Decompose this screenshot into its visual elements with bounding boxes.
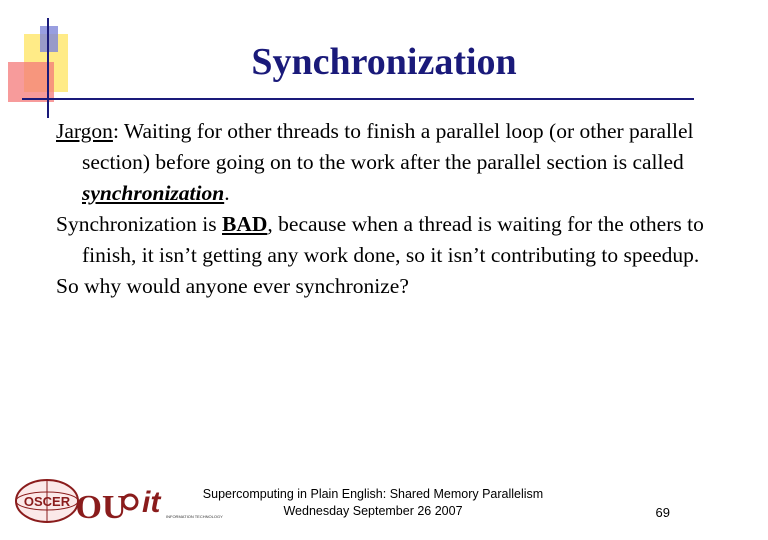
- jargon-term: Jargon: [56, 119, 113, 143]
- bad-lead: Synchronization is: [56, 212, 223, 236]
- slide-body: [56, 116, 706, 302]
- bad-text: , because when a thread is waiting for the others to finish, it isn’t getting any work done, so it isn’t contributing to speedup.: [82, 212, 704, 267]
- ou-logo-text: OU: [75, 489, 127, 526]
- page-number: 69: [655, 505, 670, 520]
- oscer-logo-text: OSCER: [23, 494, 71, 509]
- footer-course-title: Supercomputing in Plain English: Shared Memory Parallelism: [202, 487, 544, 501]
- ou-logo-icon: [75, 482, 127, 526]
- bad-keyword: BAD: [222, 212, 268, 236]
- jargon-end: .: [224, 181, 230, 205]
- footer-text: [190, 486, 556, 520]
- paragraph-jargon: [56, 116, 706, 209]
- synchronization-keyword: synchronization: [82, 181, 225, 205]
- it-logo-caption: INFORMATION TECHNOLOGY: [166, 514, 223, 519]
- footer-date: Wednesday September 26 2007: [283, 504, 463, 518]
- slide-title: Synchronization: [251, 41, 517, 83]
- oscer-logo-icon: [14, 478, 80, 524]
- paragraph-bad: [56, 209, 706, 271]
- paragraph-question: So why would anyone ever synchronize?: [56, 274, 409, 298]
- title-rule: [22, 98, 694, 100]
- it-logo-text: it: [142, 486, 161, 519]
- jargon-text: : Waiting for other threads to finish a parallel loop (or other parallel section) before going on to the work after the parallel section is called: [82, 119, 694, 174]
